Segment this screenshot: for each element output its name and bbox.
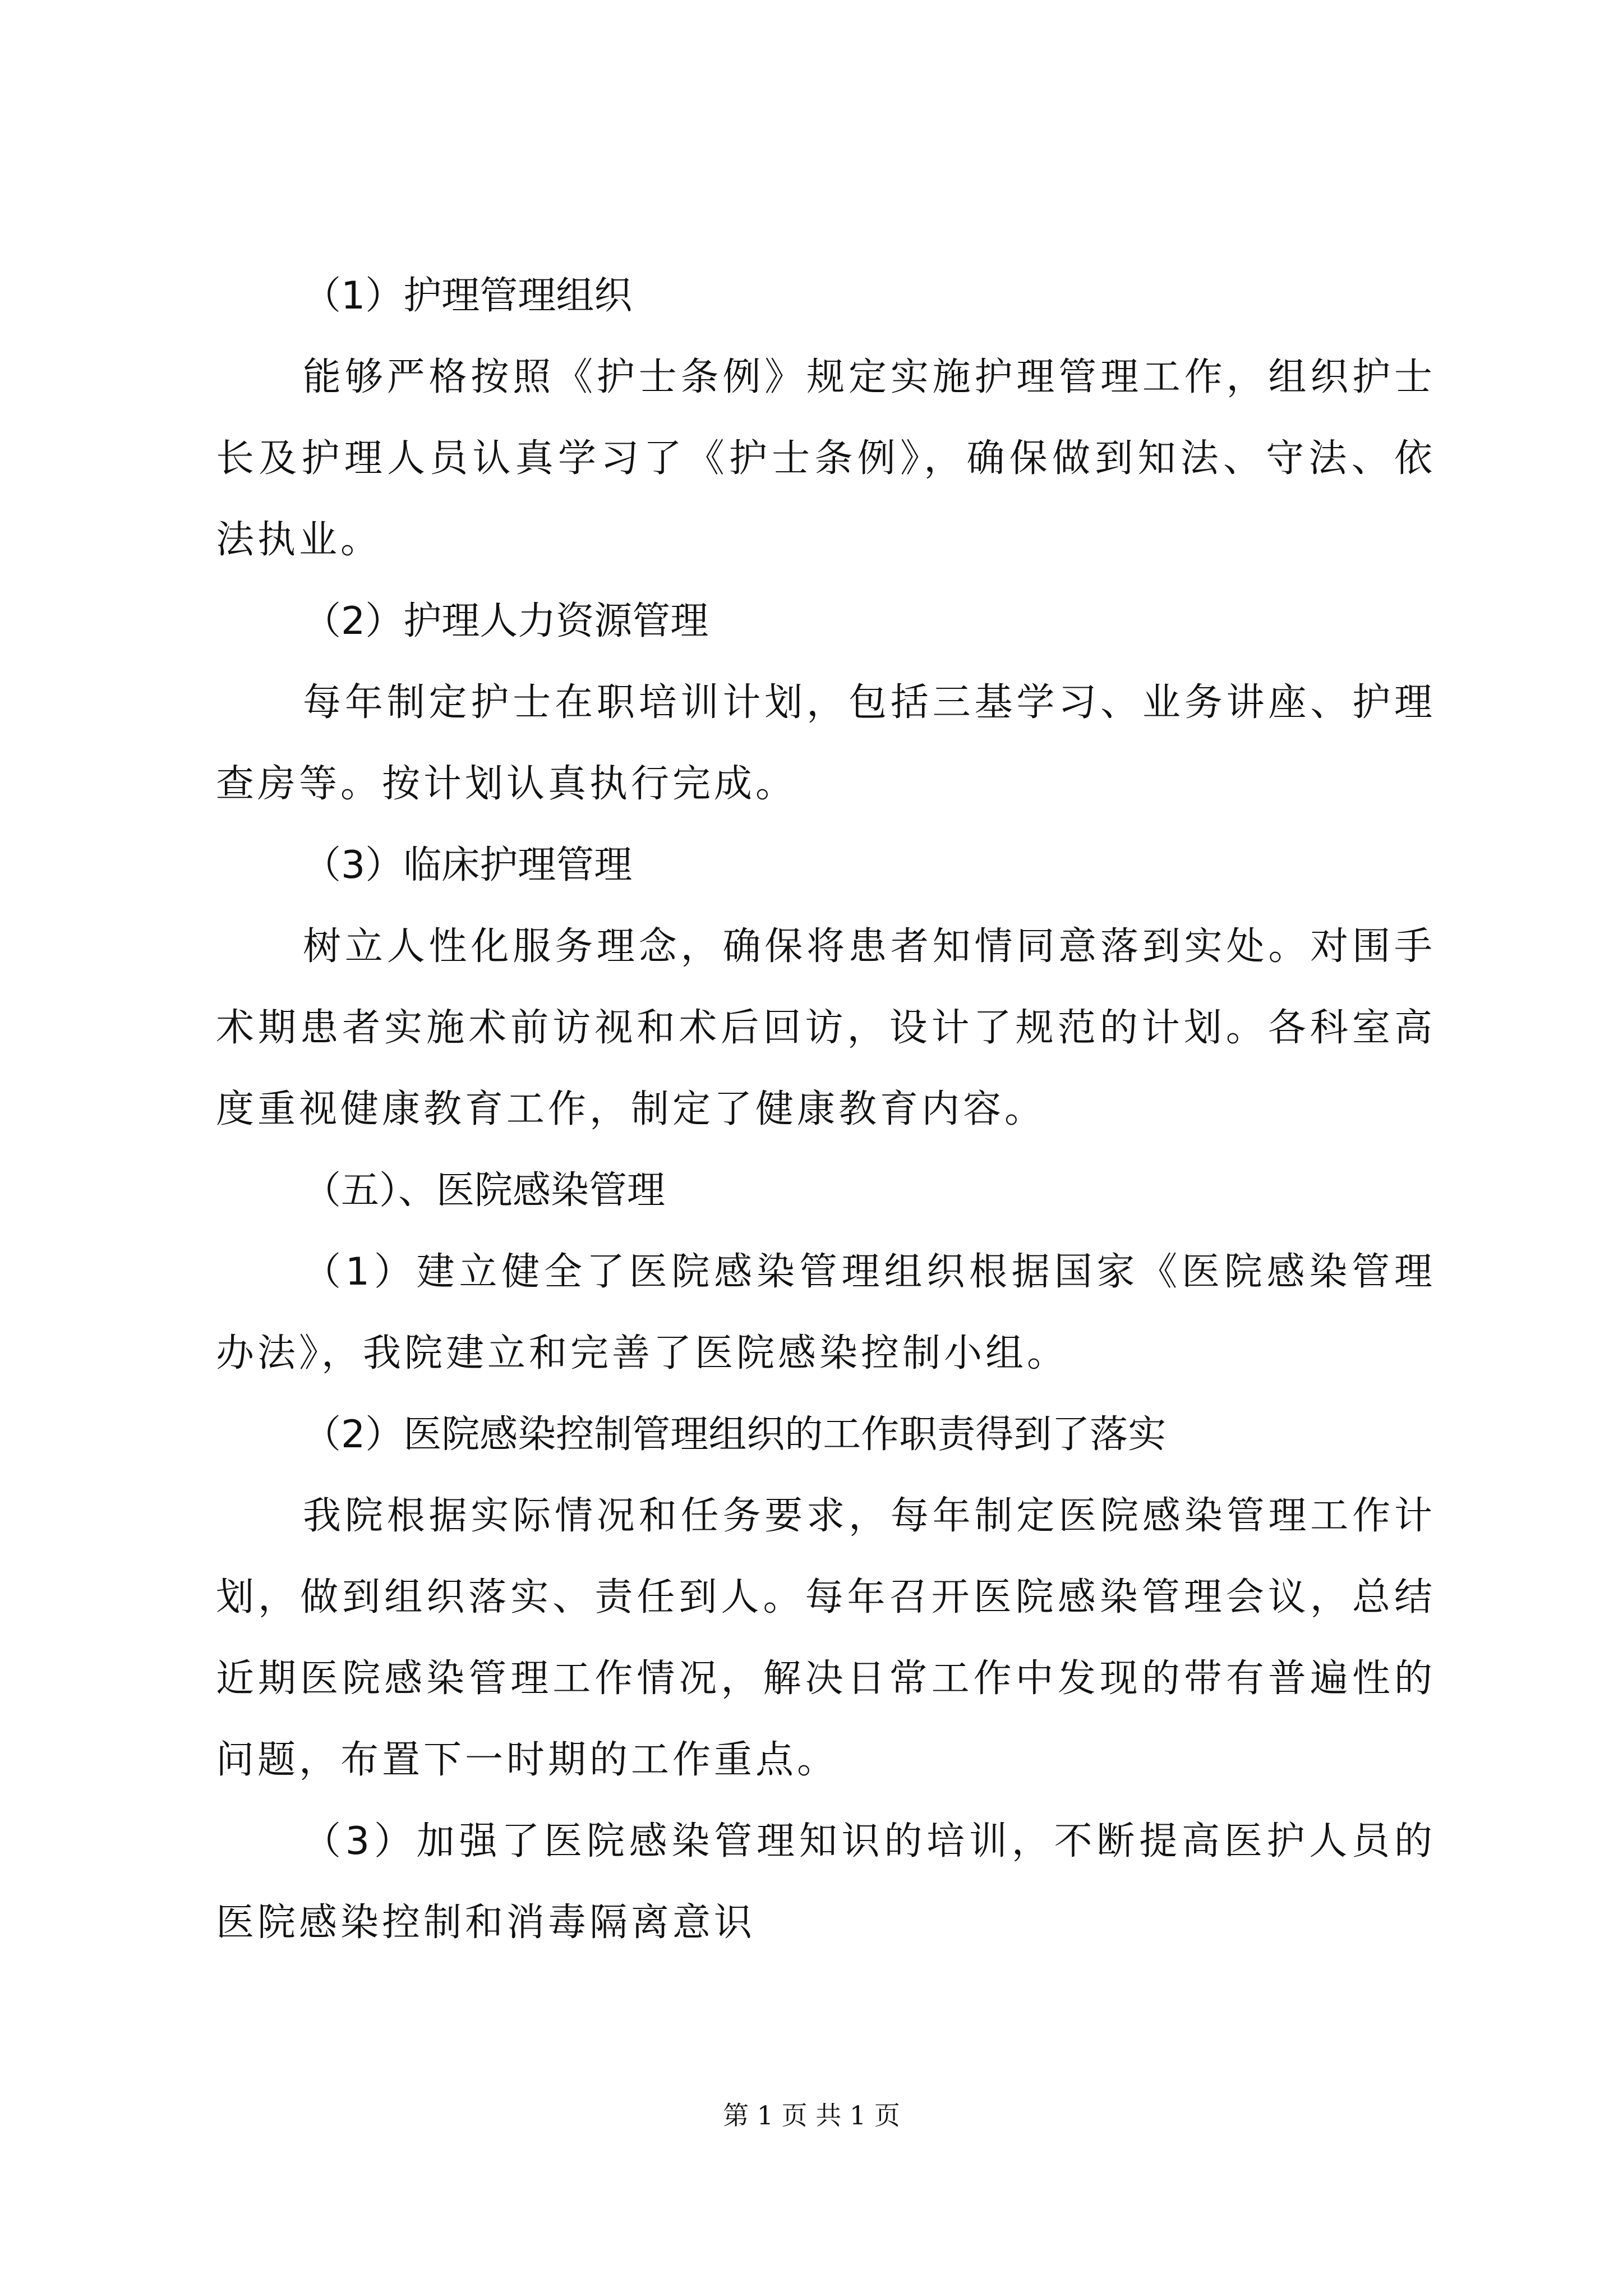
paragraph-infection-organization: （1）建立健全了医院感染管理组织根据国家《医院感染管理办法》，我院建立和完善了医院感染控制小组。 <box>216 1250 1436 1375</box>
paragraph-infection-training: （3）加强了医院感染管理知识的培训，不断提高医护人员的医院感染控制和消毒隔离意识 <box>216 1819 1436 1945</box>
paragraph-humanized-service: 树立人性化服务理念，确保将患者知情同意落到实处。对围手术期患者实施术前访视和术后回访，设计了规范的计划。各科室高度重视健康教育工作，制定了健康教育内容。 <box>216 924 1436 1131</box>
section-heading-clinical-nursing: （3）临床护理管理 <box>303 843 633 887</box>
paragraph-training-plan: 每年制定护士在职培训计划，包括三基学习、业务讲座、护理查房等。按计划认真执行完成。 <box>216 680 1436 806</box>
section-heading-nursing-hr: （2）护理人力资源管理 <box>303 599 709 643</box>
paragraph-annual-plan: 我院根据实际情况和任务要求，每年制定医院感染管理工作计划，做到组织落实、责任到人。每年召开医院感染管理会议，总结近期医院感染管理工作情况，解决日常工作中发现的带有普遍性的问题，布置下一时期的工作重点。 <box>216 1494 1436 1782</box>
section-heading-infection-management: （五）、医院感染管理 <box>303 1168 666 1213</box>
page-footer: 第 1 页 共 1 页 <box>723 2100 900 2131</box>
paragraph-nurse-regulations: 能够严格按照《护士条例》规定实施护理管理工作，组织护士长及护理人员认真学习了《护士条例》，确保做到知法、守法、依法执业。 <box>216 355 1436 562</box>
document-body <box>216 255 1436 1963</box>
section-heading-infection-duties: （2）医院感染控制管理组织的工作职责得到了落实 <box>303 1412 1166 1457</box>
section-heading-nursing-organization: （1）护理管理组织 <box>303 274 633 318</box>
